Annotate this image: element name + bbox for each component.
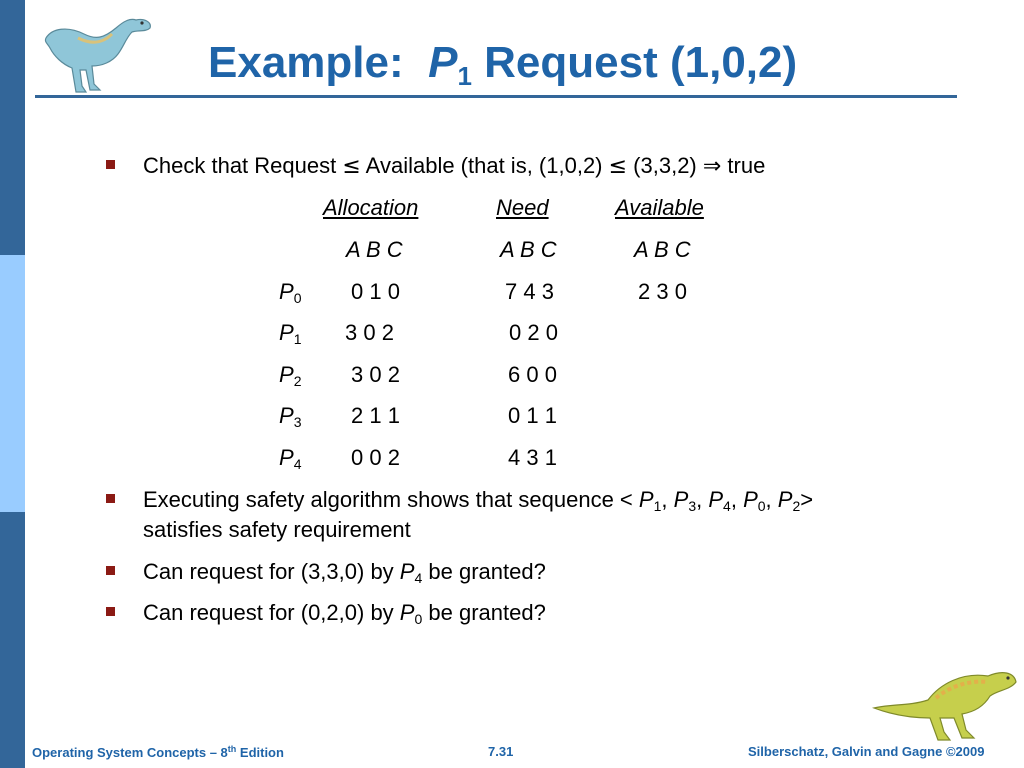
row-label-p3: $P_3$ (279, 403, 302, 430)
executing-safety-text-line2: satisfies safety requirement (143, 517, 411, 542)
header-allocation: Allocation (323, 195, 419, 220)
side-band-bottom (0, 512, 25, 768)
check-request-text: Check that Request ≤ Available (that is, (1,0,2) ≤ (3,3,2) ⇒ true (143, 153, 766, 179)
footer-copyright: Silberschatz, Galvin and Gagne ©2009 (748, 744, 985, 759)
row-label-p0: $P_0$ (279, 279, 302, 306)
bullet-marker (106, 566, 115, 575)
bullet-marker (106, 607, 115, 616)
executing-safety-text: Executing safety algorithm shows that sequence < $P_1$, $P_3$, $P_4$, $P_0$, $P_2>$ (143, 487, 814, 514)
dinosaur-icon (870, 660, 1020, 742)
cell-available-p0: 2 3 0 (638, 279, 687, 304)
cell-need-p3: 0 1 1 (508, 403, 557, 428)
header-need: Need (496, 195, 549, 220)
cell-need-p1: 0 2 0 (509, 320, 558, 345)
cell-allocation-p3: 2 1 1 (351, 403, 400, 428)
cell-need-p2: 6 0 0 (508, 362, 557, 387)
bullet-marker (106, 160, 115, 169)
cell-allocation-p4: 0 0 2 (351, 445, 400, 470)
subheader-available: A B C (634, 237, 691, 262)
subheader-need: A B C (500, 237, 557, 262)
cell-allocation-p1: 3 0 2 (345, 320, 394, 345)
subheader-allocation: A B C (346, 237, 403, 262)
dinosaur-logo-icon (38, 8, 158, 96)
row-label-p2: $P_2$ (279, 362, 302, 389)
footer-book-title: Operating System Concepts – 8th Edition (32, 744, 284, 760)
question-p0-text: Can request for (0,2,0) by $P_0$ be granted? (143, 600, 546, 627)
cell-need-p4: 4 3 1 (508, 445, 557, 470)
row-label-p4: $P_4$ (279, 445, 302, 472)
cell-allocation-p2: 3 0 2 (351, 362, 400, 387)
side-band-top (0, 0, 25, 255)
row-label-p1: $P_1$ (279, 320, 302, 347)
question-p4-text: Can request for (3,3,0) by $P_4$ be granted? (143, 559, 546, 586)
footer-page-number: 7.31 (488, 744, 514, 759)
cell-need-p0: 7 4 3 (505, 279, 554, 304)
bullet-marker (106, 494, 115, 503)
side-band-middle (0, 255, 25, 512)
page-title: Example: $P_1$ Request (1,0,2) (208, 38, 798, 91)
title-underline (35, 95, 957, 98)
cell-allocation-p0: 0 1 0 (351, 279, 400, 304)
header-available: Available (615, 195, 704, 220)
